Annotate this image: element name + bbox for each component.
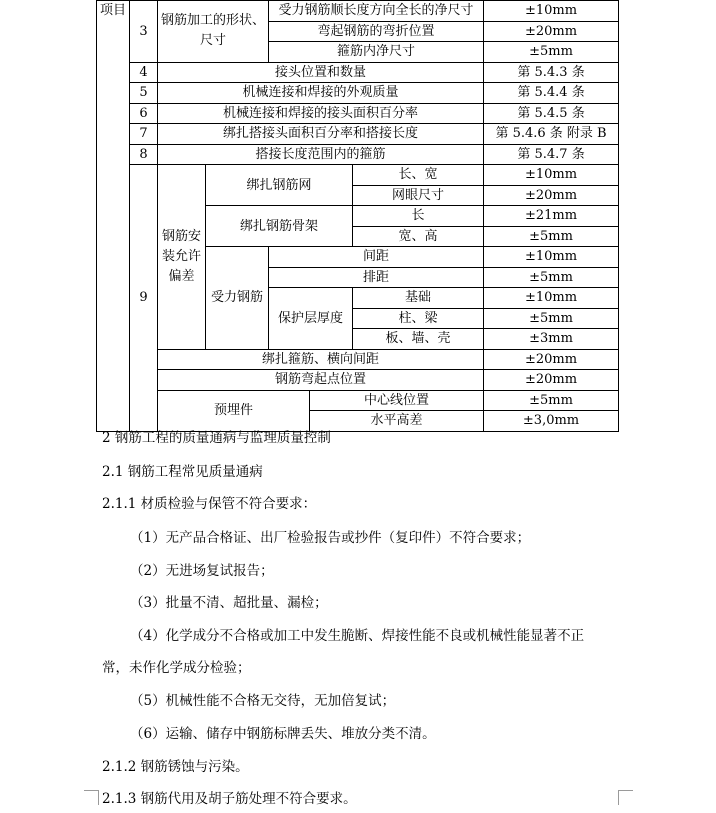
check-item: 板、墙、壳: [353, 329, 484, 350]
tolerance-value: ±5mm: [484, 390, 619, 411]
list-item: （5）机械性能不合格无交待，无加倍复试；: [130, 693, 396, 709]
subsubsection-heading: 2.1.1 材质检验与保管不符合要求：: [102, 496, 317, 512]
row-number: 8: [130, 144, 158, 165]
tolerance-value: ±20mm: [484, 185, 619, 206]
subsubsection-heading: 2.1.3 钢筋代用及胡子筋处理不符合要求。: [102, 791, 357, 807]
list-item: （2）无进场复试报告；: [130, 563, 274, 579]
tolerance-value: ±10mm: [484, 1, 619, 22]
check-item: 绑扎搭接头面积百分率和搭接长度: [158, 124, 484, 145]
tolerance-value: ±20mm: [484, 349, 619, 370]
check-item: 接头位置和数量: [158, 62, 484, 83]
tolerance-value: ±10mm: [484, 247, 619, 268]
item-header-cell: 项目: [97, 1, 130, 432]
page-corner-mark: [84, 790, 99, 805]
group-label: 绑扎钢筋骨架: [206, 206, 353, 247]
check-item: 受力钢筋顺长度方向全长的净尺寸: [269, 1, 484, 22]
tolerance-value: ±10mm: [484, 165, 619, 186]
row-number: 7: [130, 124, 158, 145]
tolerance-value: ±5mm: [484, 226, 619, 247]
tolerance-value: ±5mm: [484, 308, 619, 329]
check-item: 机械连接和焊接的外观质量: [158, 83, 484, 104]
list-item: （6）运输、储存中钢筋标牌丢失、堆放分类不清。: [130, 726, 436, 742]
check-item: 钢筋弯起点位置: [158, 370, 484, 391]
check-item: 绑扎箍筋、横向间距: [158, 349, 484, 370]
section-heading: 2 钢筋工程的质量通病与监理质量控制: [102, 430, 331, 446]
check-item: 基础: [353, 288, 484, 309]
row-name: 钢筋安装允许偏差: [158, 165, 206, 350]
tolerance-value: 第 5.4.5 条: [484, 103, 619, 124]
check-item: 网眼尺寸: [353, 185, 484, 206]
tolerance-value: ±20mm: [484, 370, 619, 391]
list-item-continuation: 常，未作化学成分检验；: [102, 660, 251, 676]
group-label: 保护层厚度: [269, 288, 353, 350]
subsection-heading: 2.1 钢筋工程常见质量通病: [102, 464, 263, 480]
tolerance-value: ±5mm: [484, 267, 619, 288]
row-number: 4: [130, 62, 158, 83]
check-item: 箍筋内净尺寸: [269, 42, 484, 63]
tolerance-value: ±3,0mm: [484, 411, 619, 432]
row-number: 5: [130, 83, 158, 104]
check-item: 宽、高: [353, 226, 484, 247]
group-label: 预埋件: [158, 390, 310, 431]
check-item: 水平高差: [310, 411, 484, 432]
list-item: （1）无产品合格证、出厂检验报告或抄件（复印件）不符合要求；: [130, 530, 531, 546]
tolerance-value: ±3mm: [484, 329, 619, 350]
row-number: 6: [130, 103, 158, 124]
check-item: 中心线位置: [310, 390, 484, 411]
tolerance-value: 第 5.4.4 条: [484, 83, 619, 104]
tolerance-value: ±5mm: [484, 42, 619, 63]
tolerance-value: ±21mm: [484, 206, 619, 227]
tolerance-table: [96, 0, 619, 432]
check-item: 柱、梁: [353, 308, 484, 329]
row-number: 3: [130, 1, 158, 63]
check-item: 搭接长度范围内的箍筋: [158, 144, 484, 165]
tolerance-value: 第 5.4.6 条 附录 B: [484, 124, 619, 145]
check-item: 长: [353, 206, 484, 227]
check-item: 排距: [269, 267, 484, 288]
check-item: 弯起钢筋的弯折位置: [269, 21, 484, 42]
tolerance-value: ±20mm: [484, 21, 619, 42]
check-item: 间距: [269, 247, 484, 268]
tolerance-value: 第 5.4.3 条: [484, 62, 619, 83]
check-item: 长、宽: [353, 165, 484, 186]
page-corner-mark: [618, 790, 633, 805]
row-name: 钢筋加工的形状、尺寸: [158, 1, 269, 63]
tolerance-value: 第 5.4.7 条: [484, 144, 619, 165]
list-item: （3）批量不清、超批量、漏检；: [130, 595, 328, 611]
list-item: （4）化学成分不合格或加工中发生脆断、焊接性能不良或机械性能显著不正: [130, 628, 585, 644]
subsubsection-heading: 2.1.2 钢筋锈蚀与污染。: [102, 759, 249, 775]
group-label: 绑扎钢筋网: [206, 165, 353, 206]
group-label: 受力钢筋: [206, 247, 269, 350]
row-number: 9: [130, 165, 158, 432]
check-item: 机械连接和焊接的接头面积百分率: [158, 103, 484, 124]
tolerance-value: ±10mm: [484, 288, 619, 309]
